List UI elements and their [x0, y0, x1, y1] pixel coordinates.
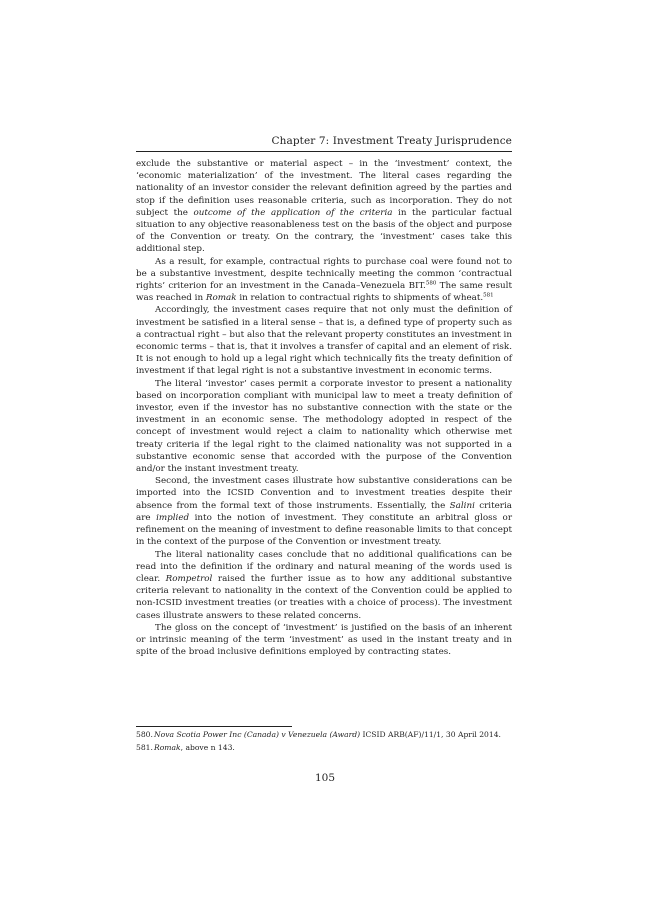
text-run: criteria are [136, 500, 513, 523]
paragraph-5 [136, 475, 512, 548]
footnote-number: 580. [136, 730, 153, 739]
text-run: ICSID ARB(AF)/11/1, 30 April 2014. [360, 730, 501, 739]
footnote-number: 581. [136, 743, 153, 752]
footnote-marker: 580 [425, 280, 437, 287]
italic-text: implied [156, 512, 190, 523]
footnotes [136, 726, 512, 753]
text-run: As a result, for example, contractual rights to purchase coal were found not to be a substantive investment, despite technically meeting the common ‘contractual rights’ criterion for an investment in the Canada–Venezuela BIT. [136, 256, 512, 292]
text-run: raised the further issue as to how any additional substantive criteria relevant to nationality in the context of the Convention could be applied to non-ICSID investment treaties (or treaties with a choice of process). The investment cases illustrate answers to these related concerns. [136, 573, 512, 621]
text-run: The literal nationality cases conclude that no additional qualifications can be read into the definition if the ordinary and natural meaning of the words used is clear. [136, 549, 512, 584]
page-body [136, 134, 512, 658]
text-run: , above n 143. [180, 743, 235, 752]
text-run: in relation to contractual rights to shipments of wheat. [236, 293, 484, 304]
italic-text: Nova Scotia Power Inc (Canada) v Venezuela (Award) [154, 730, 361, 739]
paragraph-3 [136, 304, 512, 377]
footnote-rule [136, 726, 292, 727]
text-run: exclude the substantive or material aspect – in the ‘investment’ context, the ‘economic materialization’ of the investment. The literal cases regarding the nationality of an investor consider the relevant definition agreed by the parties and stop if the definition uses reasonable criteria, such as incorporation. They do not subject the [136, 159, 512, 218]
italic-text: Romak [205, 293, 237, 304]
italic-text: Salini [449, 500, 475, 511]
header-rule [136, 151, 512, 152]
footnote-580 [136, 729, 512, 740]
italic-text: Romak [154, 743, 181, 752]
paragraph-6 [136, 549, 512, 622]
paragraph-2 [136, 256, 512, 305]
text-run: The literal ‘investor’ cases permit a corporate investor to present a nationality based on incorporation compliant with municipal law to meet a treaty definition of investor, even if the investor has no substantive connection with the state or the investment in an economic sense. The methodology adopted in respect of the concept of investment would reject a claim to nationality which otherwise met treaty criteria if the legal right to the claimed nationality was not supported in a substantive economic sense that accorded with the purpose of the Convention and/or the instant investment treaty. [136, 378, 512, 475]
text-run: Accordingly, the investment cases require that not only must the definition of investment be satisfied in a literal sense – that is, a defined type of property such as a contractual right – but also that the relevant property constitutes an investment in economic terms – that is, that it involves a transfer of capital and an element of risk. It is not enough to hold up a legal right which technically fits the treaty definition of investment if that legal right is not a substantive investment in economic terms. [136, 305, 512, 377]
text-run: The same result was reached in [136, 281, 512, 304]
running-head: Chapter 7: Investment Treaty Jurisprudence [271, 135, 512, 147]
paragraph-4 [136, 378, 512, 476]
italic-text: outcome of the application of the criteria [193, 207, 393, 218]
paragraph-1 [136, 158, 512, 256]
footnote-marker: 581 [483, 292, 494, 299]
body-text [136, 158, 512, 658]
text-run: Second, the investment cases illustrate how substantive considerations can be imported into the ICSID Convention and to investment treaties despite their absence from the formal text of those instruments. Essentially, the [136, 476, 512, 511]
text-run: into the notion of investment. They constitute an arbitral gloss or refinement on the meaning of investment to define reasonable limits to that concept in the context of the purpose of the Convention or investment treaty. [136, 512, 512, 548]
italic-text: Rompetrol [165, 573, 213, 584]
footnote-581 [136, 742, 512, 753]
text-run: The gloss on the concept of ‘investment’ is justified on the basis of an inherent or intrinsic meaning of the term ‘investment’ as used in the instant treaty and in spite of the broad inclusive definitions employed by contracting states. [136, 622, 512, 658]
page-number: 105 [314, 772, 336, 784]
paragraph-7 [136, 622, 512, 659]
text-run: in the particular factual situation to any objective reasonableness test on the basis of the object and purpose of the Convention or treaty. On the contrary, the ‘investment’ cases take this additional step. [136, 207, 512, 255]
